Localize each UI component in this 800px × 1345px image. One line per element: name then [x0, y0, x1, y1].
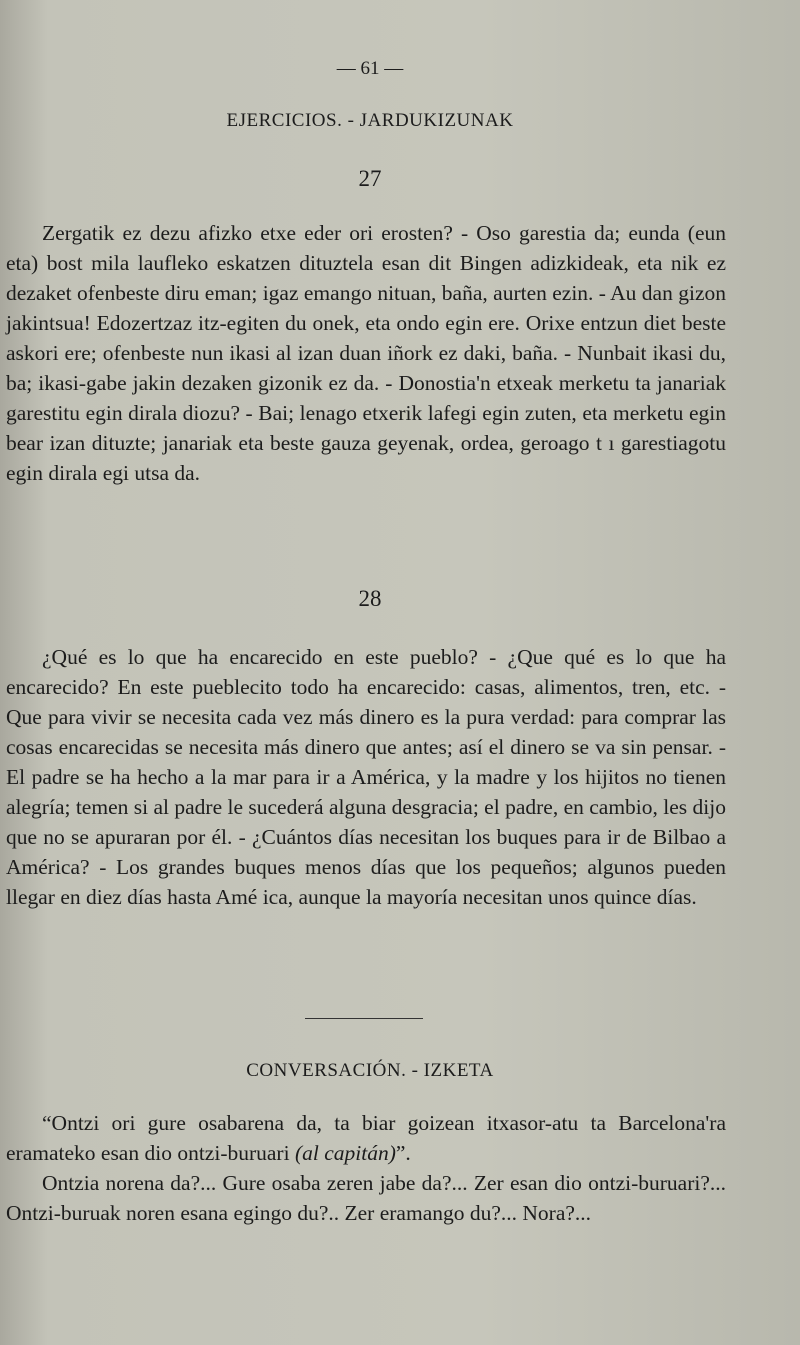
running-title: EJERCICIOS. - JARDUKIZUNAK — [226, 110, 514, 131]
conversation-heading: CONVERSACIÓN. - IZKETA — [246, 1060, 494, 1081]
exercise-27-text — [6, 218, 726, 488]
exercise-27-paragraph: Zergatik ez dezu afizko etxe eder ori erosten? - Oso garestia da; eunda (eun eta) bost mila laufleko eskatzen dituztela esan dit Bingen adizkideak, eta nik ez dezaket ofenbeste diru eman; igaz emango nituan, baña, aurten ezin. - Au dan gizon jakintsua! Edozertzaz itz-egiten du onek, eta ondo egin ere. Orixe entzun diet beste askori ere; ofenbeste nun ikasi al izan duan iñork ez daki, baña. - Nunbait ikasi du, ba; ikasi-gabe jakin dezaken gizonik ez da. - Donostia'n etxeak merketu ta janariak garestitu egin dirala diozu? - Bai; lenago etxerik lafegi egin zuten, eta merketu egin bear izan dituzte; janariak eta beste gauza geyenak, ordea, geroago t ı garestiagotu egin dirala egi utsa da. — [6, 221, 726, 485]
conversation-quote — [6, 1108, 726, 1168]
quote-end: ”. — [395, 1141, 411, 1165]
quote-italic: (al capitán) — [294, 1141, 396, 1165]
exercise-28-paragraph: ¿Qué es lo que ha encarecido en este pueblo? - ¿Que qué es lo que ha encarecido? En este pueblecito todo ha encarecido: casas, alimentos, tren, etc. - Que para vivir se necesita cada vez más dinero es la pura verdad: para comprar las cosas encarecidas se necesita más dinero que antes; así el dinero se va sin pensar. - El padre se ha hecho a la mar para ir a América, y la madre y los hijitos no tienen alegría; temen si al padre le sucederá alguna desgracia; el padre, en cambio, les dijo que no se apuraran por él. - ¿Cuántos días necesitan los buques para ir de Bilbao a América? - Los grandes buques menos días que los pequeños; algunos pueden llegar en diez días hasta Amé ica, aunque la mayoría necesitan unos quince días. — [6, 645, 726, 909]
conversation-questions: Ontzia norena da?... Gure osaba zeren jabe da?... Zer esan dio ontzi-buruari?... Ontzi-buruak noren esana egingo du?.. Zer eramango du?... Nora?... — [6, 1171, 726, 1225]
exercise-number-28: 28 — [358, 586, 382, 611]
page-number: — 61 — — [336, 58, 404, 79]
conversation-text — [6, 1108, 726, 1228]
quote-main: “Ontzi ori gure osabarena da, ta biar goizean itxasor-atu ta Barcelona'ra eramateko esan dio ontzi-buruari — [6, 1111, 726, 1165]
exercise-number-27: 27 — [358, 166, 382, 191]
exercise-28-text — [6, 642, 726, 912]
section-divider — [305, 1018, 423, 1019]
